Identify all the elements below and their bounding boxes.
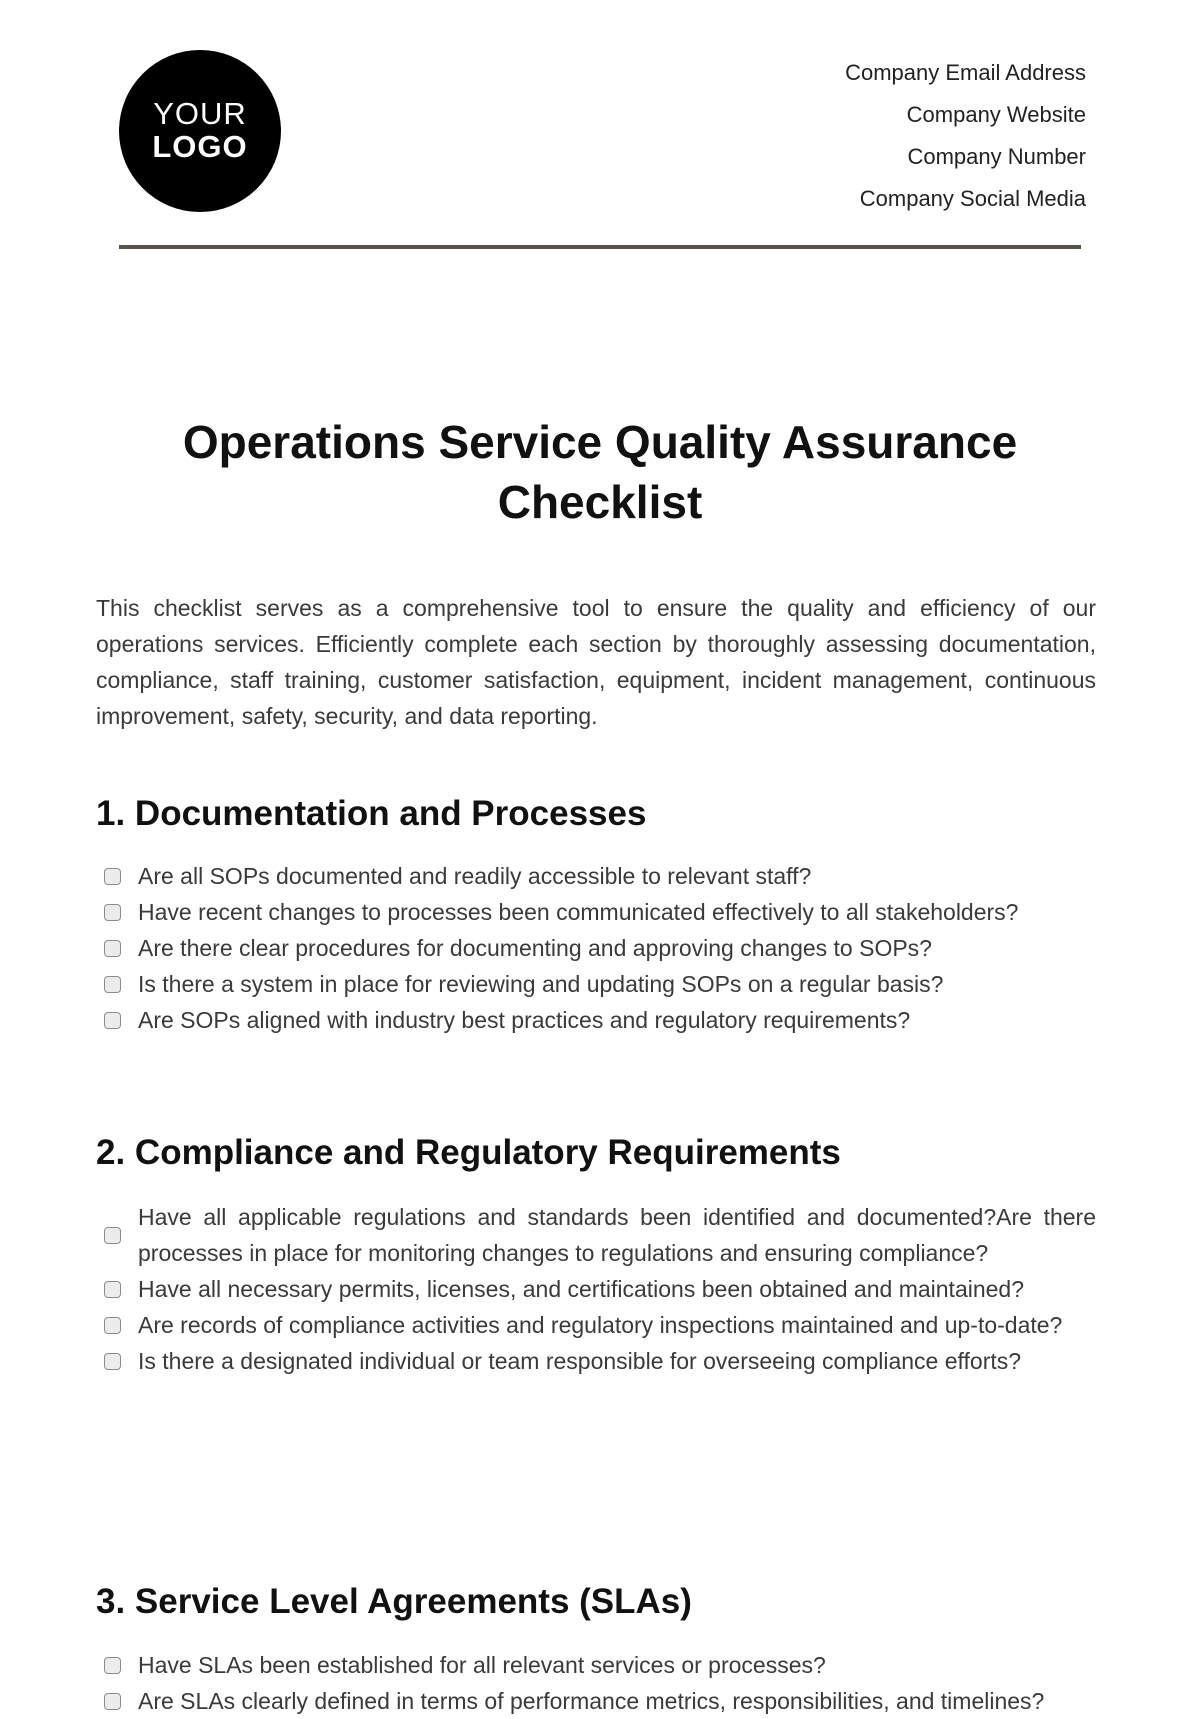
- checkbox[interactable]: [104, 1281, 121, 1298]
- company-social-media: Company Social Media: [859, 186, 1086, 211]
- company-number: Company Number: [907, 144, 1086, 169]
- checklist-item-text: Is there a system in place for reviewing and updating SOPs on a regular basis?: [138, 971, 944, 997]
- company-website: Company Website: [906, 102, 1086, 127]
- checklist-item: [96, 966, 1096, 1002]
- section-title-slas: 3. Service Level Agreements (SLAs): [96, 1582, 692, 1621]
- checkbox[interactable]: [104, 1693, 121, 1710]
- checklist-item: [96, 1343, 1096, 1379]
- checklist-item-text: Are all SOPs documented and readily accessible to relevant staff?: [138, 863, 812, 889]
- checklist-item-text: Have all necessary permits, licenses, and certifications been obtained and maintained?: [138, 1276, 1025, 1302]
- checklist-item: [96, 1307, 1096, 1343]
- checkbox[interactable]: [104, 868, 121, 885]
- checklist-item-text: Have recent changes to processes been communicated effectively to all stakeholders?: [138, 899, 1019, 925]
- checkbox[interactable]: [104, 976, 121, 993]
- checklist-item: [96, 1271, 1096, 1307]
- checklist-item-text: Are there clear procedures for documenting and approving changes to SOPs?: [138, 935, 932, 961]
- section-title-documentation: 1. Documentation and Processes: [96, 794, 647, 833]
- company-contact-block: [845, 52, 1086, 220]
- document-header: [0, 0, 1200, 260]
- checklist-item-text: Are SOPs aligned with industry best practices and regulatory requirements?: [138, 1007, 911, 1033]
- checkbox[interactable]: [104, 1227, 121, 1244]
- checklist-item: [96, 1002, 1096, 1038]
- checkbox[interactable]: [104, 904, 121, 921]
- checkbox[interactable]: [104, 1353, 121, 1370]
- checklist-documentation: [96, 858, 1096, 1038]
- checkbox[interactable]: [104, 1012, 121, 1029]
- checkbox[interactable]: [104, 940, 121, 957]
- checklist-item: [96, 1647, 1096, 1683]
- checklist-item: [96, 894, 1096, 930]
- header-divider: [119, 245, 1081, 249]
- checklist-item-text: Are SLAs clearly defined in terms of performance metrics, responsibilities, and timelines?: [138, 1688, 1045, 1714]
- checklist-item: [96, 1199, 1096, 1271]
- checkbox[interactable]: [104, 1657, 121, 1674]
- logo-text-line2: LOGO: [152, 129, 248, 164]
- section-title-compliance: 2. Compliance and Regulatory Requirements: [96, 1133, 841, 1172]
- checklist-item-text: Have all applicable regulations and standards been identified and documented?Are there processes in place for monitoring changes to regulations and ensuring compliance?: [138, 1204, 1096, 1266]
- checklist-item-text: Have SLAs been established for all relevant services or processes?: [138, 1652, 826, 1678]
- company-logo: [119, 50, 281, 212]
- company-email: Company Email Address: [845, 60, 1086, 85]
- document-intro: This checklist serves as a comprehensive tool to ensure the quality and efficiency of our operations services. Efficiently complete each section by thoroughly assessing documentation, compliance, staff training, customer satisfaction, equipment, incident management, continuous improvement, safety, security, and data reporting.: [96, 595, 1096, 729]
- logo-text-line1: YOUR: [153, 96, 247, 132]
- checkbox[interactable]: [104, 1317, 121, 1334]
- checklist-slas: [96, 1647, 1096, 1719]
- checklist-item-text: Are records of compliance activities and regulatory inspections maintained and up-to-date?: [138, 1312, 1063, 1338]
- checklist-item: [96, 1683, 1096, 1719]
- document-title: Operations Service Quality Assurance Checklist: [182, 416, 1018, 528]
- checklist-item-text: Is there a designated individual or team responsible for overseeing compliance efforts?: [138, 1348, 1022, 1374]
- checklist-compliance: [96, 1199, 1096, 1379]
- checklist-item: [96, 930, 1096, 966]
- checklist-item: [96, 858, 1096, 894]
